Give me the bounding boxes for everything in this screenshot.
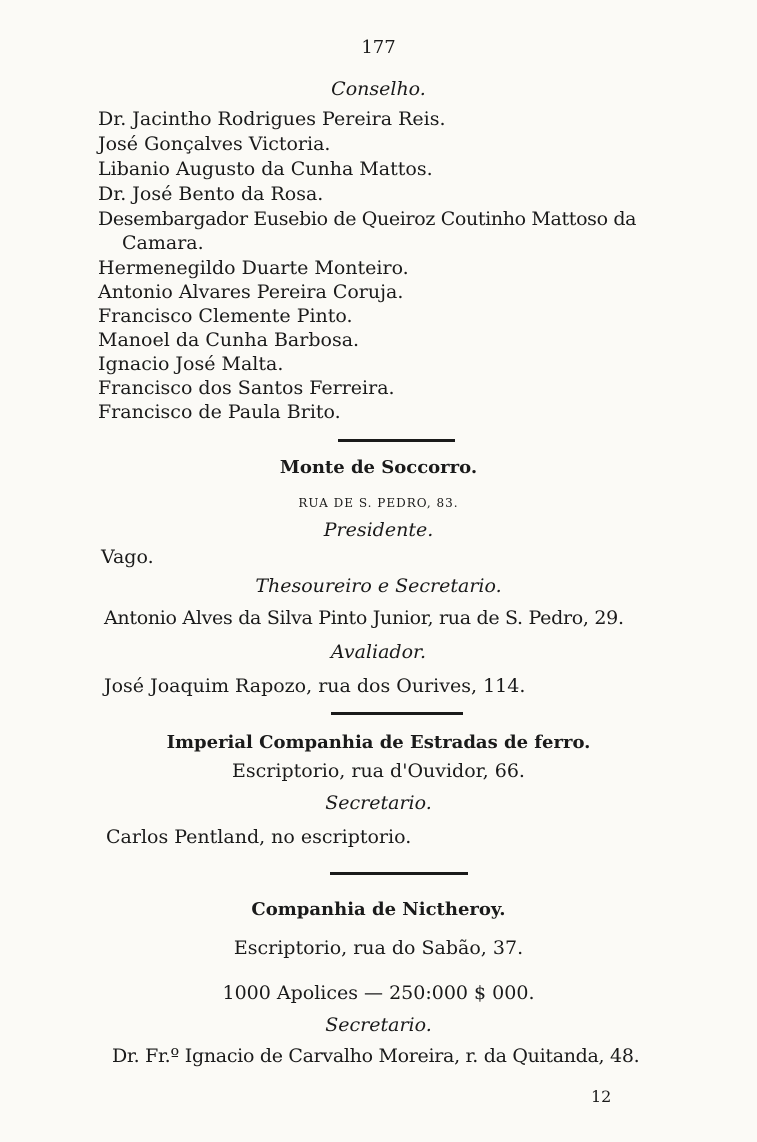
member-line: Antonio Alvares Pereira Coruja. [98, 281, 404, 303]
imperial-office: Escriptorio, rua d'Ouvidor, 66. [232, 760, 525, 782]
section-divider [338, 439, 455, 442]
tesoureiro-label: Thesoureiro e Secretario. [255, 575, 502, 597]
member-line: Desembargador Eusebio de Queiroz Coutinho Mattoso da [98, 208, 637, 230]
nictheroy-apolices: 1000 Apolices — 250:000 $ 000. [222, 982, 535, 1004]
member-line: Ignacio José Malta. [98, 353, 284, 375]
presidente-name: Vago. [101, 546, 154, 568]
signature-mark: 12 [591, 1087, 612, 1106]
member-line: José Gonçalves Victoria. [98, 133, 331, 155]
member-line: Francisco Clemente Pinto. [98, 305, 353, 327]
nictheroy-secretario-label: Secretario. [325, 1014, 432, 1036]
member-line: Dr. José Bento da Rosa. [98, 183, 324, 205]
imperial-secretario-name: Carlos Pentland, no escriptorio. [106, 826, 412, 848]
avaliador-label: Avaliador. [330, 641, 427, 663]
nictheroy-title: Companhia de Nictheroy. [251, 899, 506, 920]
avaliador-name: José Joaquim Rapozo, rua dos Ourives, 114. [104, 675, 526, 697]
member-line: Manoel da Cunha Barbosa. [98, 329, 360, 351]
imperial-secretario-label: Secretario. [325, 792, 432, 814]
member-line: Francisco de Paula Brito. [98, 401, 341, 423]
monte-address: RUA DE S. PEDRO, 83. [298, 496, 459, 510]
member-line: Dr. Jacintho Rodrigues Pereira Reis. [98, 108, 446, 130]
imperial-title: Imperial Companhia de Estradas de ferro. [166, 732, 591, 753]
section-divider [330, 872, 468, 875]
member-line: Libanio Augusto da Cunha Mattos. [98, 158, 433, 180]
page-number: 177 [361, 37, 396, 58]
member-line: Hermenegildo Duarte Monteiro. [98, 257, 409, 279]
tesoureiro-name: Antonio Alves da Silva Pinto Junior, rua de S. Pedro, 29. [104, 607, 624, 629]
nictheroy-office: Escriptorio, rua do Sabão, 37. [233, 937, 524, 959]
monte-title: Monte de Soccorro. [279, 457, 478, 478]
conselho-heading: Conselho. [331, 78, 426, 100]
member-line: Francisco dos Santos Ferreira. [98, 377, 395, 399]
nictheroy-secretario-name: Dr. Fr.º Ignacio de Carvalho Moreira, r. da Quitanda, 48. [112, 1045, 640, 1067]
member-line-continuation: Camara. [122, 232, 204, 254]
section-divider [331, 712, 463, 715]
presidente-label: Presidente. [323, 519, 434, 541]
